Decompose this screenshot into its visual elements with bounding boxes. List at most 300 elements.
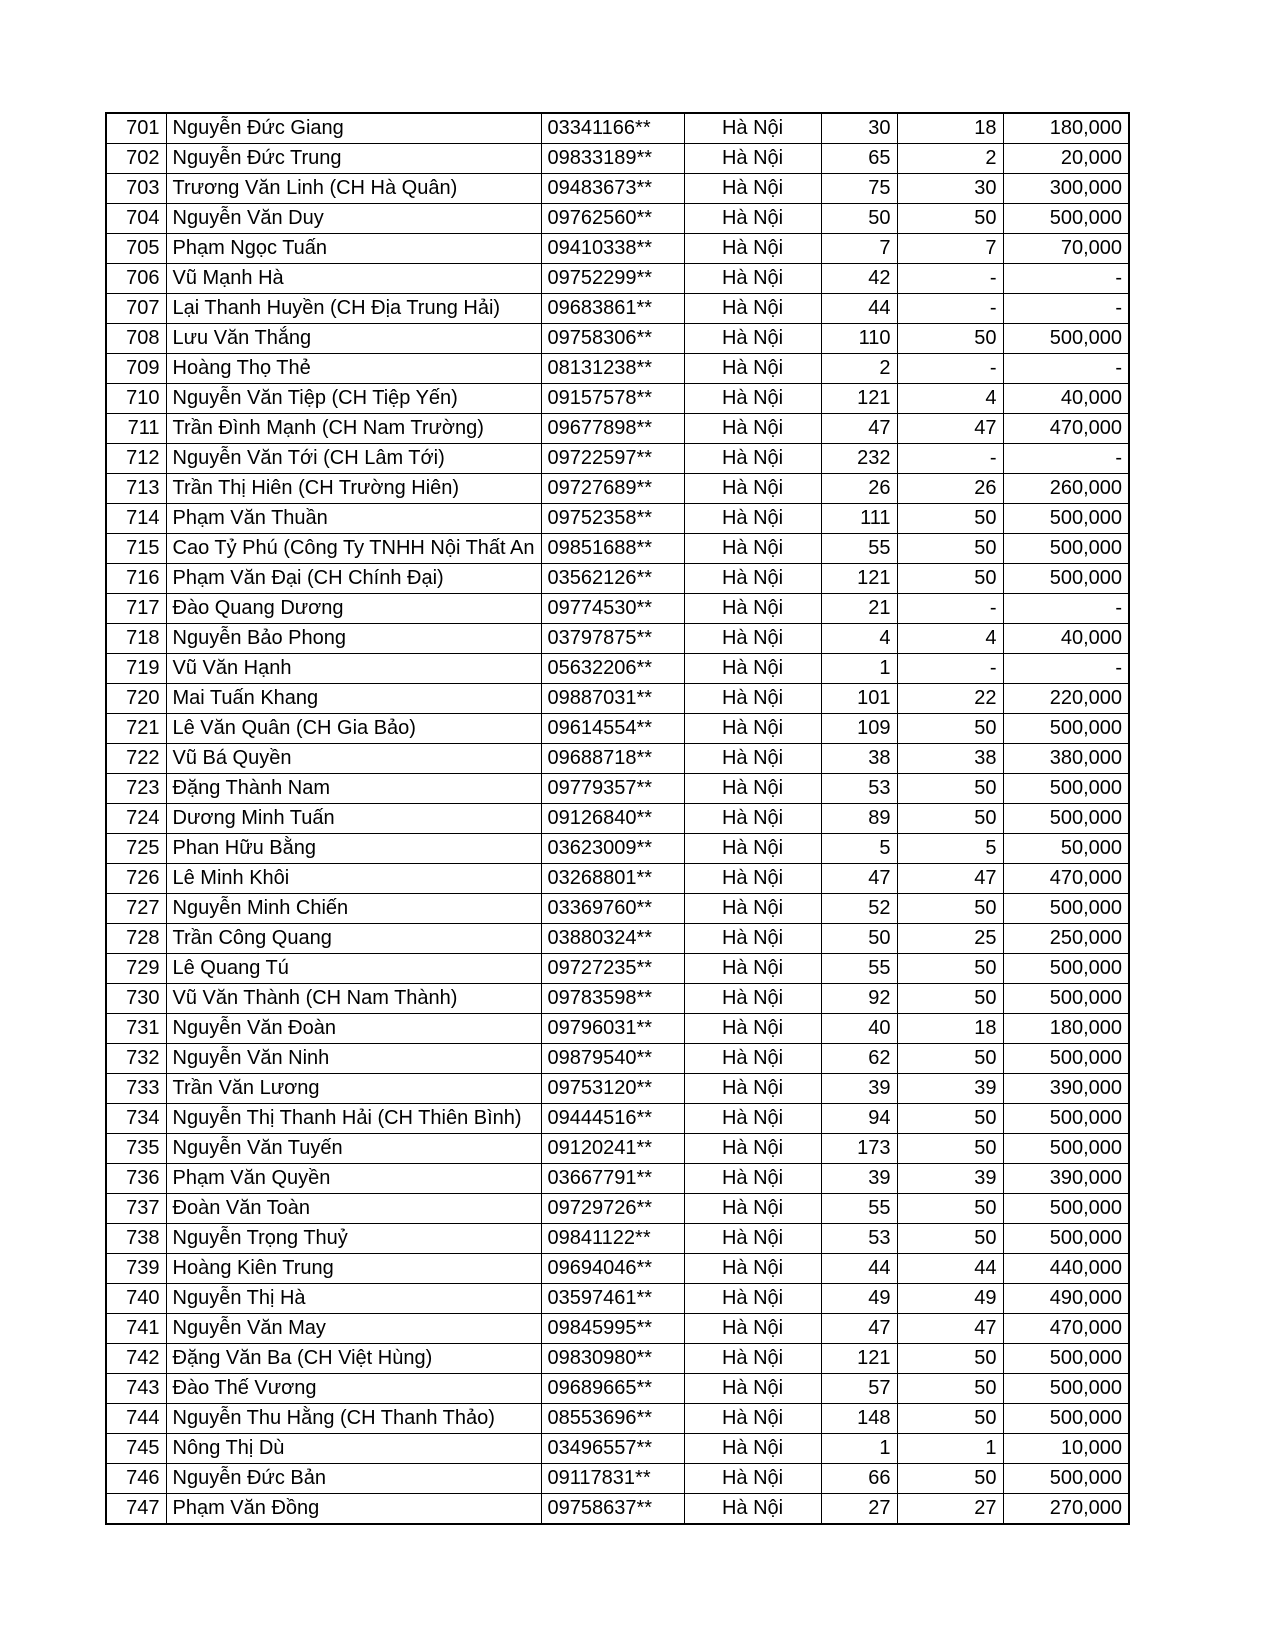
amount-cell: 470,000	[1003, 864, 1129, 894]
phone-number-cell: 03797875**	[541, 624, 684, 654]
quantity-cell: 2	[821, 354, 897, 384]
table-row	[106, 1434, 1129, 1464]
province-cell: Hà Nội	[684, 654, 821, 684]
amount-cell: 500,000	[1003, 324, 1129, 354]
quantity-cell: 53	[821, 774, 897, 804]
table-row	[106, 1494, 1129, 1525]
province-cell: Hà Nội	[684, 1134, 821, 1164]
points-cell: -	[897, 594, 1003, 624]
customer-name-cell: Lại Thanh Huyền (CH Địa Trung Hải)	[166, 294, 541, 324]
customer-name-cell: Lê Văn Quân (CH Gia Bảo)	[166, 714, 541, 744]
province-cell: Hà Nội	[684, 324, 821, 354]
customer-name-cell: Trương Văn Linh (CH Hà Quân)	[166, 174, 541, 204]
row-number-cell: 745	[106, 1434, 166, 1464]
customer-name-cell: Vũ Bá Quyền	[166, 744, 541, 774]
table-row	[106, 1254, 1129, 1284]
row-number-cell: 701	[106, 113, 166, 144]
points-cell: -	[897, 654, 1003, 684]
phone-number-cell: 03341166**	[541, 113, 684, 144]
row-number-cell: 718	[106, 624, 166, 654]
phone-number-cell: 09753120**	[541, 1074, 684, 1104]
row-number-cell: 713	[106, 474, 166, 504]
quantity-cell: 94	[821, 1104, 897, 1134]
phone-number-cell: 03562126**	[541, 564, 684, 594]
province-cell: Hà Nội	[684, 444, 821, 474]
quantity-cell: 40	[821, 1014, 897, 1044]
customer-name-cell: Trần Văn Lương	[166, 1074, 541, 1104]
amount-cell: 470,000	[1003, 414, 1129, 444]
province-cell: Hà Nội	[684, 1014, 821, 1044]
quantity-cell: 47	[821, 414, 897, 444]
amount-cell: 270,000	[1003, 1494, 1129, 1525]
quantity-cell: 50	[821, 204, 897, 234]
quantity-cell: 1	[821, 654, 897, 684]
amount-cell: 470,000	[1003, 1314, 1129, 1344]
phone-number-cell: 03369760**	[541, 894, 684, 924]
customer-name-cell: Phạm Văn Đồng	[166, 1494, 541, 1525]
customer-name-cell: Lưu Văn Thắng	[166, 324, 541, 354]
table-row	[106, 474, 1129, 504]
province-cell: Hà Nội	[684, 1314, 821, 1344]
phone-number-cell: 09845995**	[541, 1314, 684, 1344]
table-row	[106, 774, 1129, 804]
points-cell: 47	[897, 1314, 1003, 1344]
amount-cell: 500,000	[1003, 504, 1129, 534]
province-cell: Hà Nội	[684, 774, 821, 804]
points-cell: 1	[897, 1434, 1003, 1464]
points-cell: 39	[897, 1164, 1003, 1194]
province-cell: Hà Nội	[684, 204, 821, 234]
customer-name-cell: Nguyễn Đức Bản	[166, 1464, 541, 1494]
province-cell: Hà Nội	[684, 594, 821, 624]
table-row	[106, 894, 1129, 924]
amount-cell: -	[1003, 294, 1129, 324]
points-cell: 47	[897, 864, 1003, 894]
quantity-cell: 66	[821, 1464, 897, 1494]
province-cell: Hà Nội	[684, 864, 821, 894]
amount-cell: 500,000	[1003, 714, 1129, 744]
table-row	[106, 204, 1129, 234]
customer-name-cell: Nguyễn Văn Đoàn	[166, 1014, 541, 1044]
amount-cell: 500,000	[1003, 894, 1129, 924]
province-cell: Hà Nội	[684, 1104, 821, 1134]
row-number-cell: 720	[106, 684, 166, 714]
quantity-cell: 57	[821, 1374, 897, 1404]
amount-cell: 500,000	[1003, 1224, 1129, 1254]
quantity-cell: 89	[821, 804, 897, 834]
customer-name-cell: Nguyễn Thị Thanh Hải (CH Thiên Bình)	[166, 1104, 541, 1134]
amount-cell: 500,000	[1003, 1044, 1129, 1074]
table-row	[106, 294, 1129, 324]
row-number-cell: 730	[106, 984, 166, 1014]
province-cell: Hà Nội	[684, 384, 821, 414]
quantity-cell: 173	[821, 1134, 897, 1164]
row-number-cell: 743	[106, 1374, 166, 1404]
customer-name-cell: Lê Minh Khôi	[166, 864, 541, 894]
phone-number-cell: 03496557**	[541, 1434, 684, 1464]
points-cell: 18	[897, 1014, 1003, 1044]
quantity-cell: 53	[821, 1224, 897, 1254]
quantity-cell: 5	[821, 834, 897, 864]
amount-cell: 500,000	[1003, 204, 1129, 234]
province-cell: Hà Nội	[684, 624, 821, 654]
phone-number-cell: 03623009**	[541, 834, 684, 864]
row-number-cell: 710	[106, 384, 166, 414]
customer-name-cell: Đặng Văn Ba (CH Việt Hùng)	[166, 1344, 541, 1374]
phone-number-cell: 09689665**	[541, 1374, 684, 1404]
points-cell: 5	[897, 834, 1003, 864]
row-number-cell: 734	[106, 1104, 166, 1134]
row-number-cell: 722	[106, 744, 166, 774]
phone-number-cell: 09410338**	[541, 234, 684, 264]
row-number-cell: 725	[106, 834, 166, 864]
amount-cell: -	[1003, 354, 1129, 384]
province-cell: Hà Nội	[684, 564, 821, 594]
row-number-cell: 729	[106, 954, 166, 984]
quantity-cell: 47	[821, 1314, 897, 1344]
points-cell: 50	[897, 564, 1003, 594]
table-row	[106, 1344, 1129, 1374]
province-cell: Hà Nội	[684, 1344, 821, 1374]
table-row	[106, 1194, 1129, 1224]
amount-cell: 500,000	[1003, 1194, 1129, 1224]
table-row	[106, 654, 1129, 684]
quantity-cell: 50	[821, 924, 897, 954]
table-row	[106, 1164, 1129, 1194]
amount-cell: 500,000	[1003, 564, 1129, 594]
amount-cell: 500,000	[1003, 1464, 1129, 1494]
customer-name-cell: Đào Quang Dương	[166, 594, 541, 624]
amount-cell: 70,000	[1003, 234, 1129, 264]
table-row	[106, 384, 1129, 414]
province-cell: Hà Nội	[684, 294, 821, 324]
phone-number-cell: 09694046**	[541, 1254, 684, 1284]
table-body	[106, 113, 1129, 1524]
quantity-cell: 55	[821, 534, 897, 564]
phone-number-cell: 09758637**	[541, 1494, 684, 1525]
table-row	[106, 594, 1129, 624]
row-number-cell: 704	[106, 204, 166, 234]
row-number-cell: 702	[106, 144, 166, 174]
phone-number-cell: 09879540**	[541, 1044, 684, 1074]
phone-number-cell: 09117831**	[541, 1464, 684, 1494]
quantity-cell: 232	[821, 444, 897, 474]
amount-cell: 390,000	[1003, 1164, 1129, 1194]
amount-cell: 500,000	[1003, 774, 1129, 804]
table-row	[106, 804, 1129, 834]
row-number-cell: 712	[106, 444, 166, 474]
province-cell: Hà Nội	[684, 1284, 821, 1314]
phone-number-cell: 03667791**	[541, 1164, 684, 1194]
row-number-cell: 707	[106, 294, 166, 324]
table-row	[106, 1374, 1129, 1404]
points-cell: -	[897, 264, 1003, 294]
amount-cell: 500,000	[1003, 1374, 1129, 1404]
row-number-cell: 747	[106, 1494, 166, 1525]
phone-number-cell: 09752358**	[541, 504, 684, 534]
table-row	[106, 1044, 1129, 1074]
points-cell: 50	[897, 804, 1003, 834]
phone-number-cell: 09752299**	[541, 264, 684, 294]
points-cell: 18	[897, 113, 1003, 144]
customer-name-cell: Nguyễn Thu Hằng (CH Thanh Thảo)	[166, 1404, 541, 1434]
row-number-cell: 726	[106, 864, 166, 894]
customer-name-cell: Phạm Văn Quyền	[166, 1164, 541, 1194]
phone-number-cell: 09722597**	[541, 444, 684, 474]
phone-number-cell: 03880324**	[541, 924, 684, 954]
customer-name-cell: Vũ Mạnh Hà	[166, 264, 541, 294]
province-cell: Hà Nội	[684, 924, 821, 954]
amount-cell: 500,000	[1003, 804, 1129, 834]
points-cell: 7	[897, 234, 1003, 264]
row-number-cell: 733	[106, 1074, 166, 1104]
amount-cell: 20,000	[1003, 144, 1129, 174]
phone-number-cell: 03268801**	[541, 864, 684, 894]
customer-name-cell: Nguyễn Minh Chiến	[166, 894, 541, 924]
customer-name-cell: Dương Minh Tuấn	[166, 804, 541, 834]
phone-number-cell: 09688718**	[541, 744, 684, 774]
amount-cell: 40,000	[1003, 624, 1129, 654]
points-cell: 38	[897, 744, 1003, 774]
points-cell: 50	[897, 774, 1003, 804]
table-row	[106, 864, 1129, 894]
province-cell: Hà Nội	[684, 534, 821, 564]
quantity-cell: 101	[821, 684, 897, 714]
quantity-cell: 30	[821, 113, 897, 144]
table-row	[106, 113, 1129, 144]
amount-cell: -	[1003, 264, 1129, 294]
phone-number-cell: 09444516**	[541, 1104, 684, 1134]
row-number-cell: 732	[106, 1044, 166, 1074]
points-cell: 2	[897, 144, 1003, 174]
amount-cell: 300,000	[1003, 174, 1129, 204]
points-cell: 50	[897, 984, 1003, 1014]
quantity-cell: 4	[821, 624, 897, 654]
customer-name-cell: Nguyễn Văn May	[166, 1314, 541, 1344]
phone-number-cell: 09762560**	[541, 204, 684, 234]
phone-number-cell: 09774530**	[541, 594, 684, 624]
row-number-cell: 723	[106, 774, 166, 804]
table-row	[106, 1104, 1129, 1134]
points-cell: 4	[897, 624, 1003, 654]
table-row	[106, 924, 1129, 954]
quantity-cell: 75	[821, 174, 897, 204]
customer-name-cell: Nguyễn Đức Giang	[166, 113, 541, 144]
phone-number-cell: 09483673**	[541, 174, 684, 204]
quantity-cell: 39	[821, 1074, 897, 1104]
row-number-cell: 746	[106, 1464, 166, 1494]
amount-cell: 500,000	[1003, 1134, 1129, 1164]
quantity-cell: 44	[821, 294, 897, 324]
customer-name-cell: Nguyễn Bảo Phong	[166, 624, 541, 654]
phone-number-cell: 03597461**	[541, 1284, 684, 1314]
customer-name-cell: Nguyễn Trọng Thuỷ	[166, 1224, 541, 1254]
amount-cell: 180,000	[1003, 113, 1129, 144]
phone-number-cell: 09833189**	[541, 144, 684, 174]
row-number-cell: 721	[106, 714, 166, 744]
province-cell: Hà Nội	[684, 174, 821, 204]
quantity-cell: 62	[821, 1044, 897, 1074]
province-cell: Hà Nội	[684, 804, 821, 834]
points-cell: 50	[897, 1044, 1003, 1074]
phone-number-cell: 09887031**	[541, 684, 684, 714]
customer-name-cell: Phan Hữu Bằng	[166, 834, 541, 864]
quantity-cell: 121	[821, 1344, 897, 1374]
points-cell: -	[897, 444, 1003, 474]
table-row	[106, 1134, 1129, 1164]
phone-number-cell: 08131238**	[541, 354, 684, 384]
phone-number-cell: 09683861**	[541, 294, 684, 324]
amount-cell: 390,000	[1003, 1074, 1129, 1104]
table-row	[106, 174, 1129, 204]
row-number-cell: 724	[106, 804, 166, 834]
points-cell: 26	[897, 474, 1003, 504]
points-cell: 50	[897, 1464, 1003, 1494]
table-row	[106, 534, 1129, 564]
province-cell: Hà Nội	[684, 1464, 821, 1494]
table-row	[106, 144, 1129, 174]
points-cell: 50	[897, 1194, 1003, 1224]
quantity-cell: 38	[821, 744, 897, 774]
row-number-cell: 738	[106, 1224, 166, 1254]
points-cell: 39	[897, 1074, 1003, 1104]
table-row	[106, 1314, 1129, 1344]
quantity-cell: 55	[821, 1194, 897, 1224]
points-cell: 25	[897, 924, 1003, 954]
table-row	[106, 744, 1129, 774]
table-row	[106, 1284, 1129, 1314]
amount-cell: 380,000	[1003, 744, 1129, 774]
row-number-cell: 716	[106, 564, 166, 594]
table-row	[106, 1404, 1129, 1434]
province-cell: Hà Nội	[684, 894, 821, 924]
phone-number-cell: 09729726**	[541, 1194, 684, 1224]
table-row	[106, 1224, 1129, 1254]
customer-name-cell: Đặng Thành Nam	[166, 774, 541, 804]
amount-cell: 500,000	[1003, 534, 1129, 564]
points-cell: 44	[897, 1254, 1003, 1284]
quantity-cell: 109	[821, 714, 897, 744]
table-row	[106, 624, 1129, 654]
phone-number-cell: 09126840**	[541, 804, 684, 834]
customer-name-cell: Hoàng Kiên Trung	[166, 1254, 541, 1284]
table-row	[106, 834, 1129, 864]
amount-cell: 490,000	[1003, 1284, 1129, 1314]
province-cell: Hà Nội	[684, 1494, 821, 1525]
row-number-cell: 731	[106, 1014, 166, 1044]
customer-name-cell: Đào Thế Vương	[166, 1374, 541, 1404]
amount-cell: 220,000	[1003, 684, 1129, 714]
customer-name-cell: Cao Tỷ Phú (Công Ty TNHH Nội Thất An	[166, 534, 541, 564]
province-cell: Hà Nội	[684, 1254, 821, 1284]
quantity-cell: 55	[821, 954, 897, 984]
province-cell: Hà Nội	[684, 144, 821, 174]
customer-name-cell: Đoàn Văn Toàn	[166, 1194, 541, 1224]
province-cell: Hà Nội	[684, 744, 821, 774]
points-cell: -	[897, 354, 1003, 384]
table-row	[106, 684, 1129, 714]
row-number-cell: 708	[106, 324, 166, 354]
customer-name-cell: Vũ Văn Thành (CH Nam Thành)	[166, 984, 541, 1014]
quantity-cell: 26	[821, 474, 897, 504]
row-number-cell: 717	[106, 594, 166, 624]
quantity-cell: 148	[821, 1404, 897, 1434]
table-row	[106, 1074, 1129, 1104]
customer-name-cell: Phạm Ngọc Tuấn	[166, 234, 541, 264]
province-cell: Hà Nội	[684, 1194, 821, 1224]
customer-name-cell: Nguyễn Văn Tới (CH Lâm Tới)	[166, 444, 541, 474]
customer-name-cell: Nguyễn Văn Tuyến	[166, 1134, 541, 1164]
points-cell: 4	[897, 384, 1003, 414]
points-cell: 50	[897, 1104, 1003, 1134]
row-number-cell: 705	[106, 234, 166, 264]
province-cell: Hà Nội	[684, 1374, 821, 1404]
phone-number-cell: 05632206**	[541, 654, 684, 684]
points-cell: 50	[897, 504, 1003, 534]
amount-cell: 180,000	[1003, 1014, 1129, 1044]
points-cell: 49	[897, 1284, 1003, 1314]
row-number-cell: 736	[106, 1164, 166, 1194]
amount-cell: 440,000	[1003, 1254, 1129, 1284]
points-cell: 50	[897, 714, 1003, 744]
amount-cell: -	[1003, 654, 1129, 684]
phone-number-cell: 09830980**	[541, 1344, 684, 1374]
row-number-cell: 709	[106, 354, 166, 384]
points-cell: 50	[897, 1134, 1003, 1164]
customer-name-cell: Trần Đình Mạnh (CH Nam Trường)	[166, 414, 541, 444]
quantity-cell: 27	[821, 1494, 897, 1525]
points-cell: 30	[897, 174, 1003, 204]
quantity-cell: 44	[821, 1254, 897, 1284]
table-row	[106, 354, 1129, 384]
row-number-cell: 741	[106, 1314, 166, 1344]
quantity-cell: 42	[821, 264, 897, 294]
row-number-cell: 737	[106, 1194, 166, 1224]
quantity-cell: 110	[821, 324, 897, 354]
province-cell: Hà Nội	[684, 1074, 821, 1104]
customer-name-cell: Vũ Văn Hạnh	[166, 654, 541, 684]
quantity-cell: 121	[821, 564, 897, 594]
province-cell: Hà Nội	[684, 954, 821, 984]
customer-name-cell: Phạm Văn Thuần	[166, 504, 541, 534]
amount-cell: 260,000	[1003, 474, 1129, 504]
customer-name-cell: Trần Thị Hiên (CH Trường Hiên)	[166, 474, 541, 504]
row-number-cell: 714	[106, 504, 166, 534]
points-cell: 22	[897, 684, 1003, 714]
province-cell: Hà Nội	[684, 113, 821, 144]
quantity-cell: 39	[821, 1164, 897, 1194]
quantity-cell: 121	[821, 384, 897, 414]
phone-number-cell: 09783598**	[541, 984, 684, 1014]
customer-name-cell: Nguyễn Văn Duy	[166, 204, 541, 234]
province-cell: Hà Nội	[684, 684, 821, 714]
customer-name-cell: Phạm Văn Đại (CH Chính Đại)	[166, 564, 541, 594]
points-cell: 47	[897, 414, 1003, 444]
customer-name-cell: Lê Quang Tú	[166, 954, 541, 984]
points-cell: -	[897, 294, 1003, 324]
table-row	[106, 324, 1129, 354]
table-row	[106, 234, 1129, 264]
row-number-cell: 740	[106, 1284, 166, 1314]
row-number-cell: 711	[106, 414, 166, 444]
winners-table	[105, 112, 1130, 1525]
province-cell: Hà Nội	[684, 414, 821, 444]
customer-name-cell: Trần Công Quang	[166, 924, 541, 954]
table-row	[106, 564, 1129, 594]
customer-name-cell: Mai Tuấn Khang	[166, 684, 541, 714]
province-cell: Hà Nội	[684, 354, 821, 384]
row-number-cell: 744	[106, 1404, 166, 1434]
